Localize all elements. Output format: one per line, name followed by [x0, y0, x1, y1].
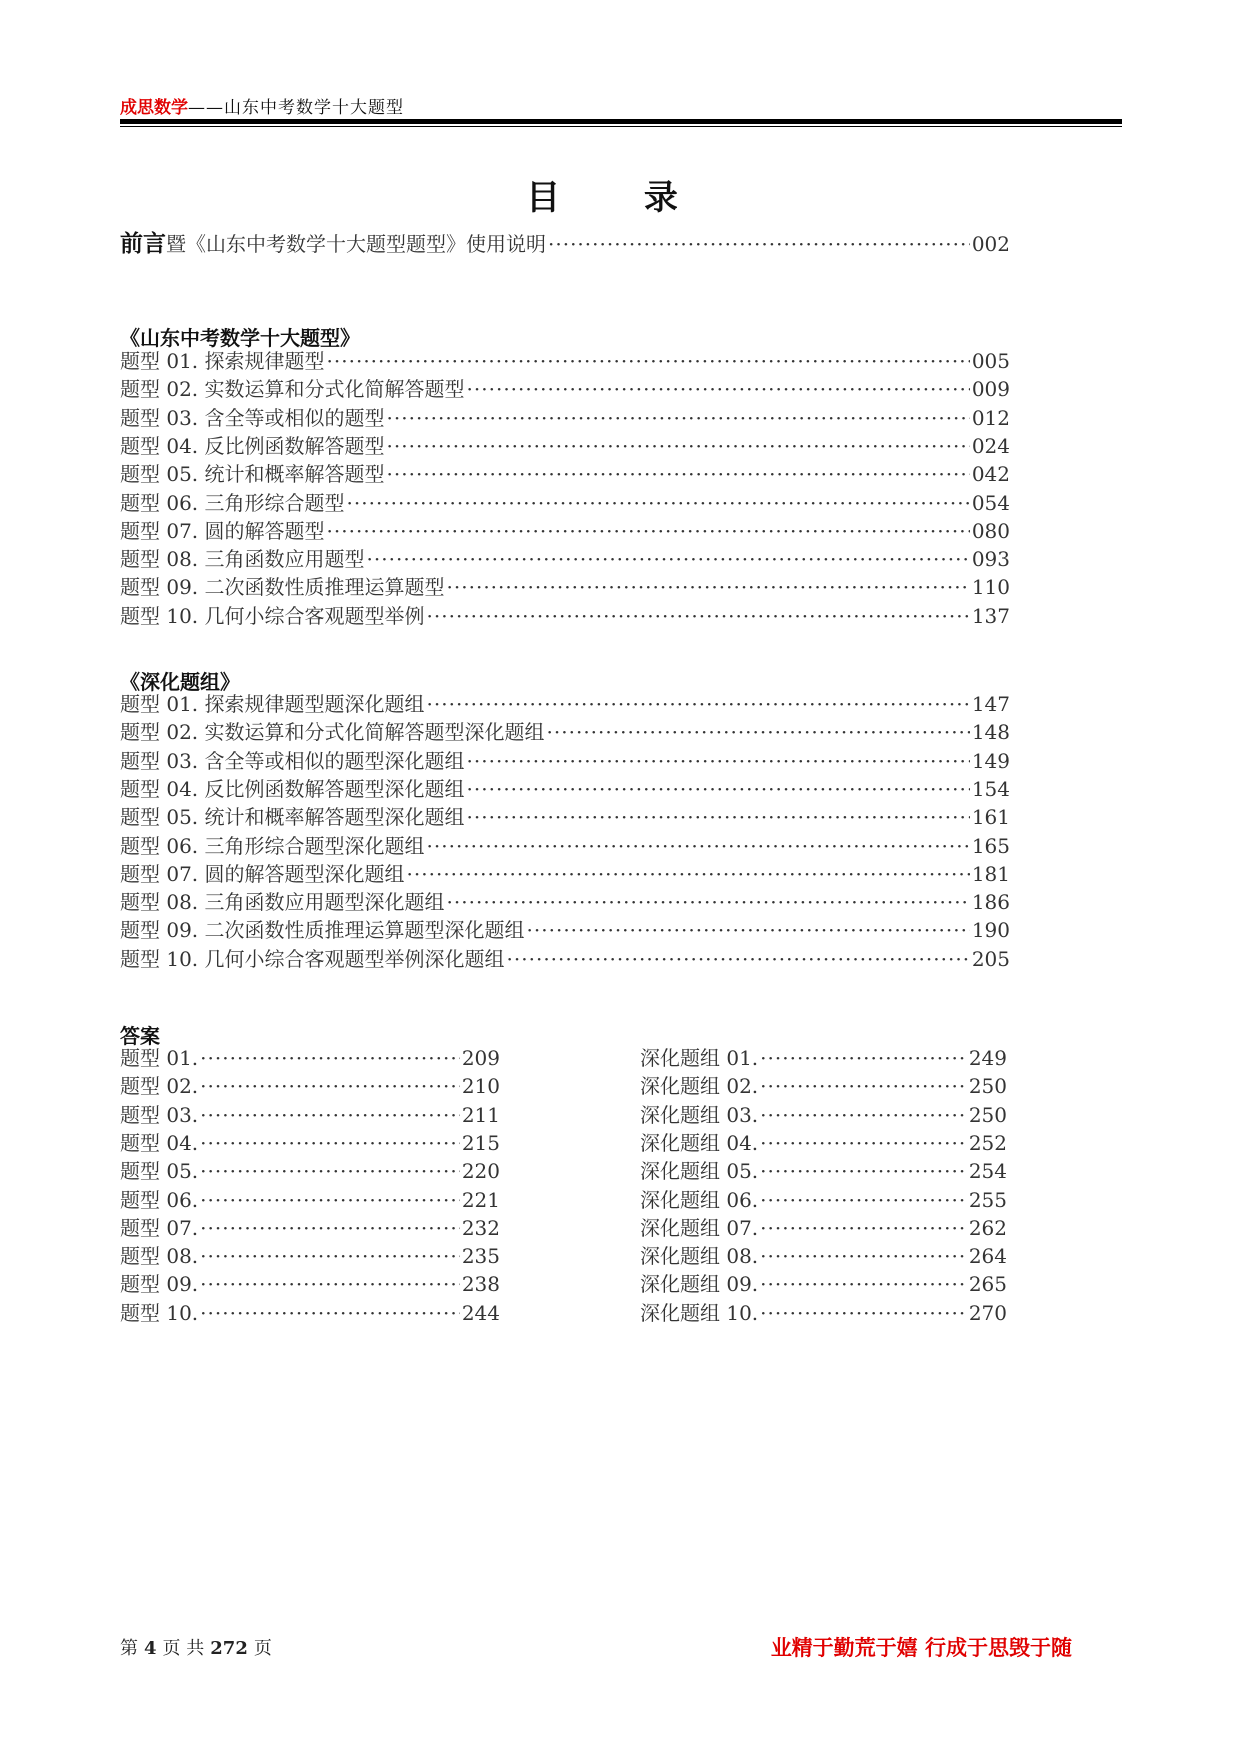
- toc-page-number: 249: [968, 1046, 1007, 1070]
- toc-entry-label: 题型 09. 二次函数性质推理运算题型: [120, 575, 445, 600]
- toc-entry-label: 题型 05. 统计和概率解答题型深化题组: [120, 805, 465, 830]
- leader-dots: [467, 375, 970, 403]
- toc-entry[interactable]: [120, 489, 1010, 517]
- toc-entry[interactable]: [120, 517, 1010, 545]
- toc-entry-label: 题型 05. 统计和概率解答题型: [120, 462, 385, 487]
- footer-motto: 业精于勤荒于嬉 行成于思毁于随: [770, 1636, 1072, 1660]
- toc-entry-label: 深化题组 08.: [640, 1244, 759, 1269]
- toc-entry-label: 题型 02.: [120, 1074, 199, 1099]
- toc-entry[interactable]: [120, 888, 1010, 916]
- leader-dots: [467, 803, 970, 831]
- toc-page-number: 009: [971, 377, 1010, 402]
- toc-entry[interactable]: [120, 1299, 500, 1327]
- toc-entry-label: 题型 10. 几何小综合客观题型举例: [120, 603, 425, 628]
- toc-entry-label: 题型 04. 反比例函数解答题型深化题组: [120, 776, 465, 801]
- toc-entry-label: 题型 04.: [120, 1130, 199, 1155]
- leader-dots: [447, 573, 970, 601]
- toc-entry[interactable]: [120, 1129, 500, 1157]
- toc-entry[interactable]: [120, 602, 1010, 630]
- toc-entry[interactable]: [120, 916, 1010, 944]
- toc-entry[interactable]: [120, 860, 1010, 888]
- header-separator: ——: [188, 98, 224, 118]
- leader-dots: [327, 517, 970, 545]
- leader-dots: [200, 1101, 460, 1129]
- toc-entry-label: 深化题组 03.: [640, 1102, 759, 1127]
- toc-entry[interactable]: [640, 1270, 1007, 1298]
- header-brand: 成思数学: [120, 98, 188, 118]
- toc-entry[interactable]: [120, 460, 1010, 488]
- running-header: [120, 93, 404, 118]
- toc-entry-label: 题型 01. 探索规律题型题深化题组: [120, 692, 425, 716]
- toc-entry-label: 深化题组 09.: [640, 1272, 759, 1297]
- toc-entry-label: 深化题组 06.: [640, 1187, 759, 1212]
- toc-entry[interactable]: [120, 1101, 500, 1129]
- toc-entry[interactable]: [120, 1186, 500, 1214]
- leader-dots: [200, 1157, 460, 1185]
- toc-entry[interactable]: [640, 1157, 1007, 1185]
- toc-entry-label: 题型 03.: [120, 1102, 199, 1127]
- toc-entry[interactable]: [120, 832, 1010, 860]
- leader-dots: [367, 545, 970, 573]
- leader-dots: [200, 1270, 460, 1298]
- toc-page-number: 190: [971, 918, 1010, 943]
- toc-entry[interactable]: [120, 747, 1010, 775]
- toc-page-number: 181: [971, 861, 1010, 886]
- section-heading: 答案: [120, 1024, 160, 1048]
- toc-page-number: 005: [971, 349, 1010, 373]
- leader-dots: [327, 347, 970, 375]
- toc-entry[interactable]: [120, 945, 1010, 973]
- toc-page-number: 264: [968, 1244, 1007, 1269]
- toc-page-number: 238: [461, 1272, 500, 1297]
- toc-entry[interactable]: [640, 1214, 1007, 1242]
- toc-entry-label: 题型 10. 几何小综合客观题型举例深化题组: [120, 946, 505, 971]
- toc-entry-label: 深化题组 07.: [640, 1215, 759, 1240]
- toc-entry[interactable]: [120, 1072, 500, 1100]
- toc-page-number: 250: [968, 1074, 1007, 1099]
- section-heading: 《深化题组》: [120, 670, 240, 694]
- toc-entry-label: 深化题组 04.: [640, 1130, 759, 1155]
- section-heading: 《山东中考数学十大题型》: [120, 326, 360, 350]
- toc-entry-label: 题型 03. 含全等或相似的题型深化题组: [120, 748, 465, 773]
- toc-page-number: 252: [968, 1130, 1007, 1155]
- leader-dots: [760, 1157, 967, 1185]
- toc-entry-label: 题型 06. 三角形综合题型: [120, 490, 345, 515]
- toc-page-number: 235: [461, 1244, 500, 1269]
- toc-entry-label: 题型 01.: [120, 1046, 199, 1070]
- toc-page-number: 221: [461, 1187, 500, 1212]
- toc-page-number: 232: [461, 1215, 500, 1240]
- toc-page-number: 054: [971, 490, 1010, 515]
- header-subtitle: 山东中考数学十大题型: [224, 98, 404, 118]
- leader-dots: [527, 916, 970, 944]
- toc-entry[interactable]: [120, 1157, 500, 1185]
- leader-dots: [760, 1072, 967, 1100]
- toc-page-number: 270: [968, 1300, 1007, 1325]
- toc-entry-label: 深化题组 01.: [640, 1046, 759, 1070]
- leader-dots: [760, 1129, 967, 1157]
- toc-entry[interactable]: [120, 690, 1010, 718]
- leader-dots: [200, 1299, 460, 1327]
- page-prefix: 第: [120, 1638, 138, 1659]
- toc-page-number: 024: [971, 433, 1010, 458]
- toc-entry-preface[interactable]: [120, 230, 1010, 258]
- toc-page-number: 250: [968, 1102, 1007, 1127]
- page-number-footer: [120, 1634, 272, 1660]
- toc-page-number: 215: [461, 1130, 500, 1155]
- toc-entry[interactable]: [640, 1101, 1007, 1129]
- toc-entry[interactable]: [640, 1044, 1007, 1072]
- leader-dots: [387, 404, 970, 432]
- toc-entry-label: 题型 09.: [120, 1272, 199, 1297]
- toc-page-number: 148: [971, 720, 1010, 745]
- toc-entry-label: 深化题组 10.: [640, 1300, 759, 1325]
- toc-entry-label: 题型 06. 三角形综合题型深化题组: [120, 833, 425, 858]
- preface-label: 暨《山东中考数学十大题型题型》使用说明: [166, 232, 546, 256]
- toc-entry-label: 深化题组 02.: [640, 1074, 759, 1099]
- leader-dots: [200, 1044, 460, 1072]
- leader-dots: [387, 432, 970, 460]
- leader-dots: [547, 718, 970, 746]
- toc-entry[interactable]: [120, 404, 1010, 432]
- toc-entry-label: 题型 05.: [120, 1159, 199, 1184]
- leader-dots: [427, 832, 970, 860]
- leader-dots: [760, 1299, 967, 1327]
- header-rule-thick: [120, 119, 1122, 124]
- toc-entry-label: 题型 08. 三角函数应用题型: [120, 547, 365, 572]
- toc-entry-label: 题型 04. 反比例函数解答题型: [120, 433, 385, 458]
- toc-entry-label: 深化题组 05.: [640, 1159, 759, 1184]
- leader-dots: [548, 230, 970, 258]
- toc-page-number: 154: [971, 776, 1010, 801]
- toc-page-number: 093: [971, 547, 1010, 572]
- toc-page-number: 149: [971, 748, 1010, 773]
- toc-entry[interactable]: [640, 1129, 1007, 1157]
- toc-entry[interactable]: [120, 1242, 500, 1270]
- toc-page-number: 265: [968, 1272, 1007, 1297]
- page-mid: 页 共: [162, 1638, 205, 1659]
- toc-page-number: 186: [971, 890, 1010, 915]
- toc-entry[interactable]: [120, 1044, 500, 1072]
- leader-dots: [467, 775, 970, 803]
- toc-entry[interactable]: [640, 1186, 1007, 1214]
- toc-entry[interactable]: [640, 1072, 1007, 1100]
- toc-entry[interactable]: [640, 1242, 1007, 1270]
- toc-entry[interactable]: [120, 545, 1010, 573]
- toc-page-number: 254: [968, 1159, 1007, 1184]
- toc-entry[interactable]: [120, 718, 1010, 746]
- toc-page-number: 137: [971, 603, 1010, 628]
- toc-entry-label: 题型 02. 实数运算和分式化简解答题型深化题组: [120, 720, 545, 745]
- leader-dots: [760, 1242, 967, 1270]
- leader-dots: [427, 690, 970, 718]
- page-title: 目 录: [526, 178, 714, 218]
- leader-dots: [760, 1214, 967, 1242]
- toc-page-number: 209: [461, 1046, 500, 1070]
- toc-entry[interactable]: [120, 573, 1010, 601]
- toc-page-number: 080: [971, 518, 1010, 543]
- toc-page-number: 042: [971, 462, 1010, 487]
- leader-dots: [387, 460, 970, 488]
- toc-entry-label: 题型 02. 实数运算和分式化简解答题型: [120, 377, 465, 402]
- toc-entry[interactable]: [120, 375, 1010, 403]
- leader-dots: [347, 489, 970, 517]
- leader-dots: [200, 1129, 460, 1157]
- preface-strong-label: 前言: [120, 231, 166, 257]
- toc-entry[interactable]: [120, 803, 1010, 831]
- toc-entry[interactable]: [120, 1270, 500, 1298]
- toc-page-number: 211: [461, 1102, 500, 1127]
- toc-page-number: 110: [971, 575, 1010, 600]
- leader-dots: [200, 1072, 460, 1100]
- toc-entry[interactable]: [120, 432, 1010, 460]
- toc-page-number: 255: [968, 1187, 1007, 1212]
- leader-dots: [200, 1242, 460, 1270]
- toc-entry-label: 题型 09. 二次函数性质推理运算题型深化题组: [120, 918, 525, 943]
- leader-dots: [760, 1101, 967, 1129]
- toc-page-number: 161: [971, 805, 1010, 830]
- toc-entry[interactable]: [640, 1299, 1007, 1327]
- leader-dots: [467, 747, 970, 775]
- toc-page-number: 210: [461, 1074, 500, 1099]
- toc-page-number: 262: [968, 1215, 1007, 1240]
- toc-entry-label: 题型 01. 探索规律题型: [120, 349, 325, 373]
- toc-entry[interactable]: [120, 775, 1010, 803]
- toc-entry-label: 题型 07. 圆的解答题型深化题组: [120, 861, 405, 886]
- leader-dots: [427, 602, 970, 630]
- toc-entry-label: 题型 07. 圆的解答题型: [120, 518, 325, 543]
- leader-dots: [407, 860, 970, 888]
- leader-dots: [760, 1044, 967, 1072]
- toc-entry-label: 题型 07.: [120, 1215, 199, 1240]
- toc-page-number: 012: [971, 405, 1010, 430]
- toc-page-number: 002: [971, 232, 1010, 256]
- toc-page-number: 147: [971, 692, 1010, 716]
- leader-dots: [200, 1186, 460, 1214]
- header-rule-thin: [120, 126, 1122, 127]
- leader-dots: [507, 945, 970, 973]
- leader-dots: [760, 1186, 967, 1214]
- leader-dots: [447, 888, 970, 916]
- toc-entry-label: 题型 03. 含全等或相似的题型: [120, 405, 385, 430]
- toc-page-number: 205: [971, 946, 1010, 971]
- toc-entry-label: 题型 10.: [120, 1300, 199, 1325]
- toc-entry-label: 题型 08. 三角函数应用题型深化题组: [120, 890, 445, 915]
- current-page: 4: [144, 1638, 157, 1659]
- toc-page-number: 165: [971, 833, 1010, 858]
- toc-page-number: 220: [461, 1159, 500, 1184]
- leader-dots: [200, 1214, 460, 1242]
- toc-entry[interactable]: [120, 347, 1010, 375]
- toc-entry-label: 题型 06.: [120, 1187, 199, 1212]
- toc-entry-label: 题型 08.: [120, 1244, 199, 1269]
- toc-page-number: 244: [461, 1300, 500, 1325]
- page-suffix: 页: [253, 1638, 272, 1659]
- toc-entry[interactable]: [120, 1214, 500, 1242]
- leader-dots: [760, 1270, 967, 1298]
- total-pages: 272: [210, 1638, 248, 1659]
